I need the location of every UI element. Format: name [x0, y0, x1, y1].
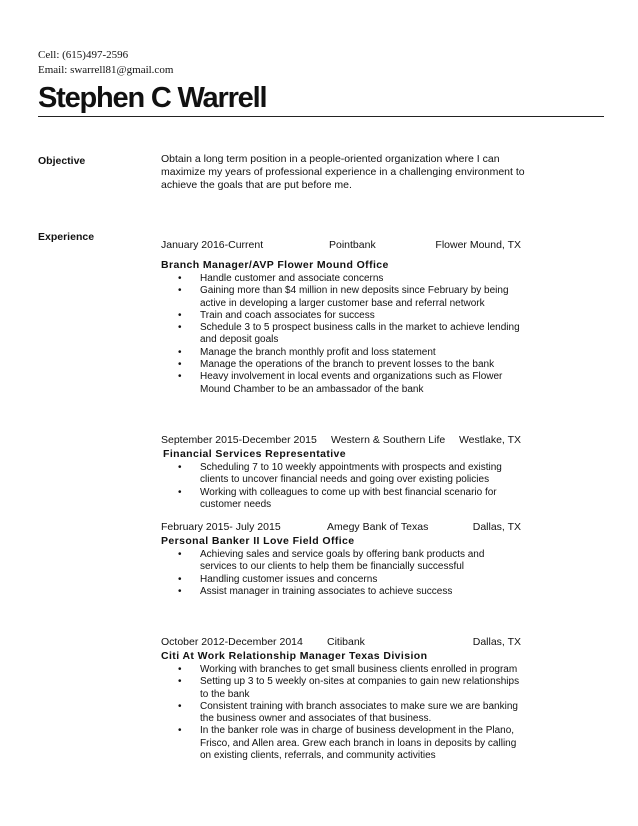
job-3-title: Personal Banker II Love Field Office [161, 535, 355, 547]
list-item: • Manage the operations of the branch to prevent losses to the bank [161, 359, 521, 371]
list-item: • Working with branches to get small business clients enrolled in program [161, 664, 521, 676]
job-company: Amegy Bank of Texas [327, 521, 429, 533]
job-company: Citibank [327, 636, 365, 648]
job-dates: September 2015-December 2015 [161, 434, 317, 446]
list-item: • Manage the branch monthly profit and loss statement [161, 347, 521, 359]
header-divider [38, 116, 604, 117]
list-item: • Schedule 3 to 5 prospect business calls in the market to achieve lending and deposit goals [161, 322, 521, 347]
job-dates: January 2016-Current [161, 239, 264, 251]
candidate-name: Stephen C Warrell [38, 82, 267, 114]
list-item: • Consistent training with branch associates to make sure we are banking the business owner and associates of that business. [161, 701, 521, 726]
job-2-header [161, 434, 521, 448]
job-location: Westlake, TX [458, 434, 521, 446]
job-4-title: Citi At Work Relationship Manager Texas Division [161, 650, 428, 662]
job-2-bullets [161, 462, 521, 511]
list-item: • Assist manager in training associates to achieve success [161, 586, 521, 598]
list-item: • Setting up 3 to 5 weekly on-sites at companies to gain new relationships to the bank [161, 676, 521, 701]
job-4-bullets [161, 664, 521, 762]
job-2-title: Financial Services Representative [163, 448, 347, 460]
list-item: • Handle customer and associate concerns [161, 273, 521, 285]
list-item: • Working with colleagues to come up with best financial scenario for customer needs [161, 487, 521, 512]
list-item: • Handling customer issues and concerns [161, 574, 521, 586]
list-item: • In the banker role was in charge of business development in the Plano, Frisco, and Allen area. Grew each branch in loans in deposits by calling on existing clients, referrals, and community activities [161, 725, 521, 762]
contact-cell: Cell: (615)497-2596 [38, 49, 129, 61]
job-company: Western & Southern Life [331, 434, 446, 446]
job-1-header [161, 239, 521, 253]
job-3-bullets [161, 549, 521, 598]
job-location: Dallas, TX [472, 636, 521, 648]
job-dates: October 2012-December 2014 [161, 636, 303, 648]
job-location: Flower Mound, TX [435, 239, 521, 251]
list-item: • Gaining more than $4 million in new deposits since February by being active in developing a larger customer base and referral network [161, 285, 521, 310]
job-dates: February 2015- July 2015 [161, 521, 281, 533]
list-item: • Train and coach associates for success [161, 310, 521, 322]
list-item: • Achieving sales and service goals by offering bank products and services to our clients to help them be financially successful [161, 549, 521, 574]
objective-text: Obtain a long term position in a people-oriented organization where I can maximize my years of professional experience in a challenging environment to achieve the goals that are put before me. [161, 153, 525, 191]
objective-label: Objective [38, 155, 86, 167]
job-1-bullets [161, 273, 521, 396]
list-item: • Scheduling 7 to 10 weekly appointments with prospects and existing clients to uncover financial needs and going over existing policies [161, 462, 521, 487]
experience-label: Experience [38, 231, 95, 243]
job-1-title: Branch Manager/AVP Flower Mound Office [161, 259, 389, 271]
job-location: Dallas, TX [472, 521, 521, 533]
list-item: • Heavy involvement in local events and organizations such as Flower Mound Chamber to be an ambassador of the bank [161, 371, 521, 396]
job-4-header [161, 636, 521, 650]
contact-block [38, 48, 173, 78]
contact-email: Email: swarrell81@gmail.com [38, 64, 174, 76]
job-company: Pointbank [329, 239, 376, 251]
job-3-header [161, 521, 521, 535]
